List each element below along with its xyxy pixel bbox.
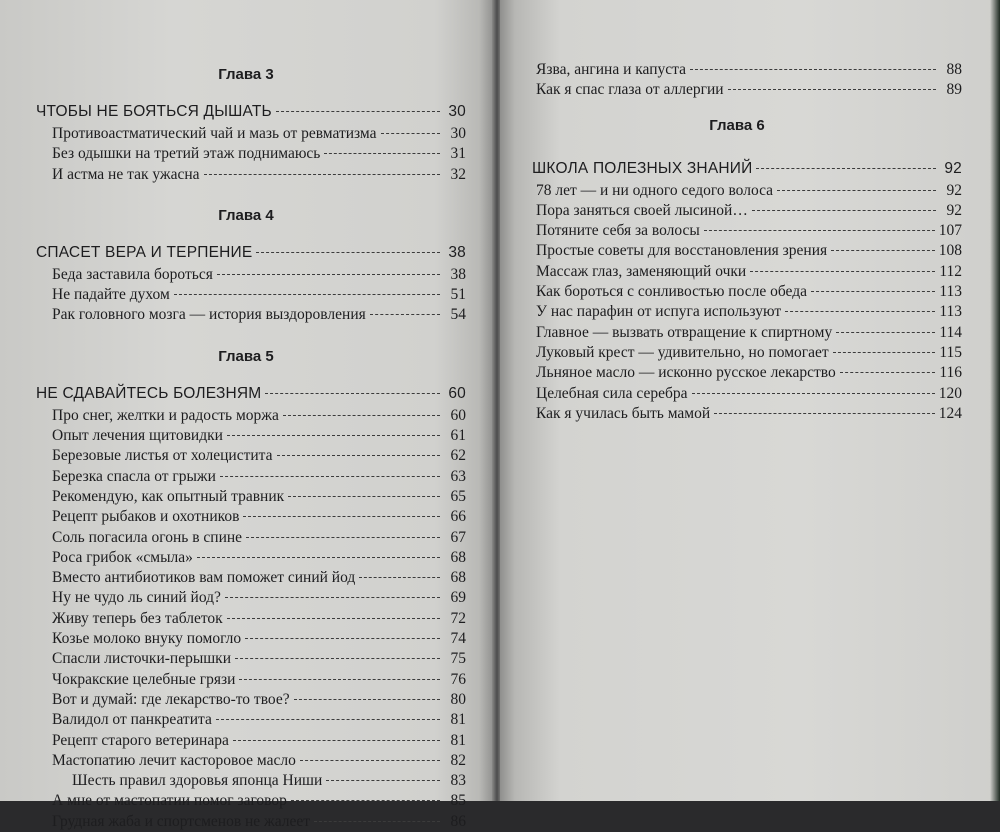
toc-leader-dots bbox=[276, 111, 440, 112]
toc-page-number: 72 bbox=[450, 609, 466, 627]
toc-entry bbox=[532, 201, 962, 221]
toc-entry bbox=[36, 548, 466, 568]
toc-page-number: 66 bbox=[450, 508, 466, 526]
toc-section bbox=[532, 157, 1000, 425]
toc-entry-title: Противоастматический чай и мазь от ревматизма bbox=[52, 125, 377, 142]
toc-section-entry bbox=[36, 241, 466, 265]
toc-page-number: 83 bbox=[450, 772, 466, 790]
toc-page-number: 120 bbox=[938, 384, 962, 402]
toc-page-number: 54 bbox=[450, 306, 466, 324]
toc-leader-dots bbox=[233, 740, 440, 741]
toc-page-number: 86 bbox=[450, 812, 466, 830]
toc-leader-dots bbox=[174, 294, 440, 295]
toc-page-number: 30 bbox=[450, 125, 466, 142]
toc-leader-dots bbox=[227, 435, 440, 436]
toc-page-number: 68 bbox=[450, 569, 466, 587]
toc-page-number: 116 bbox=[939, 364, 962, 382]
toc-entry-title: И астма не так ужасна bbox=[52, 165, 200, 183]
toc-entry bbox=[36, 771, 466, 791]
toc-leader-dots bbox=[197, 557, 440, 558]
toc-page-number: 92 bbox=[946, 181, 962, 199]
toc-entry-title: СПАСЕТ ВЕРА И ТЕРПЕНИЕ bbox=[36, 243, 253, 261]
toc-page-number: 69 bbox=[450, 589, 466, 607]
toc-entry bbox=[36, 588, 466, 608]
toc-entry bbox=[36, 124, 466, 144]
toc-leader-dots bbox=[326, 780, 440, 781]
toc-entry bbox=[532, 282, 962, 302]
toc-entry-title: Как я спас глаза от аллергии bbox=[536, 81, 724, 99]
toc-section-entry bbox=[36, 382, 466, 406]
toc-entry-title: Спасли листочки-перышки bbox=[52, 650, 232, 668]
toc-entry bbox=[36, 629, 466, 649]
toc-section bbox=[36, 382, 494, 832]
chapter-heading: Глава 4 bbox=[218, 206, 274, 224]
toc-entry-title: Пора заняться своей лысиной… bbox=[536, 201, 748, 219]
toc-page-number: 114 bbox=[939, 323, 962, 341]
toc-page-number: 75 bbox=[450, 650, 466, 668]
toc-entry bbox=[532, 241, 962, 261]
toc-entry bbox=[36, 710, 466, 730]
toc-page-number: 30 bbox=[448, 103, 466, 120]
toc-entry bbox=[36, 487, 466, 507]
chapter-heading: Глава 3 bbox=[218, 66, 274, 83]
toc-top-entries bbox=[532, 60, 1000, 101]
toc-leader-dots bbox=[216, 719, 440, 720]
toc-entry-title: НЕ СДАВАЙТЕСЬ БОЛЕЗНЯМ bbox=[36, 384, 262, 402]
toc-page-number: 38 bbox=[450, 265, 466, 283]
toc-section bbox=[36, 241, 494, 326]
toc-page-number: 107 bbox=[938, 222, 962, 240]
toc-leader-dots bbox=[692, 393, 935, 394]
toc-entry bbox=[36, 467, 466, 487]
toc-entry bbox=[36, 690, 466, 710]
toc-entry-title: Соль погасила огонь в спине bbox=[52, 528, 243, 546]
toc-page-number: 92 bbox=[946, 201, 962, 219]
toc-page-number: 89 bbox=[946, 81, 962, 99]
toc-page-number: 51 bbox=[450, 286, 466, 304]
toc-entry-title: Роса грибок «смыла» bbox=[52, 548, 193, 566]
toc-leader-dots bbox=[756, 168, 936, 169]
toc-entry bbox=[36, 791, 466, 811]
toc-leader-dots bbox=[777, 190, 936, 191]
toc-entry bbox=[532, 404, 962, 424]
toc-entry-title: Язва, ангина и капуста bbox=[536, 61, 686, 78]
toc-leader-dots bbox=[324, 153, 440, 154]
toc-leader-dots bbox=[750, 271, 935, 272]
toc-page-number: 108 bbox=[938, 242, 962, 260]
toc-leader-dots bbox=[359, 577, 440, 578]
toc-entry-title: Вместо антибиотиков вам поможет синий йод bbox=[52, 569, 356, 587]
toc-entry bbox=[36, 670, 466, 690]
toc-entry-title: Грудная жаба и спортсменов не жалеет bbox=[52, 812, 311, 830]
toc-leader-dots bbox=[836, 332, 935, 333]
toc-leader-dots bbox=[245, 638, 440, 639]
toc-page-number: 38 bbox=[448, 243, 466, 261]
toc-entry-title: Березка спасла от грыжи bbox=[52, 467, 216, 485]
toc-leader-dots bbox=[217, 274, 440, 275]
toc-entry-title: Березовые листья от холецистита bbox=[52, 447, 273, 465]
toc-entry bbox=[36, 265, 466, 285]
toc-page-number: 80 bbox=[450, 690, 466, 708]
toc-leader-dots bbox=[288, 496, 440, 497]
chapter-heading: Глава 6 bbox=[709, 116, 765, 134]
toc-page-number: 81 bbox=[450, 711, 466, 729]
toc-leader-dots bbox=[300, 760, 440, 761]
toc-entry bbox=[36, 426, 466, 446]
toc-entry-title: Валидол от панкреатита bbox=[52, 711, 212, 729]
chapter-heading: Глава 5 bbox=[218, 347, 274, 365]
toc-leader-dots bbox=[831, 250, 935, 251]
toc-entry bbox=[36, 568, 466, 588]
toc-leader-dots bbox=[227, 618, 440, 619]
toc-entry-title: Как я училась быть мамой bbox=[536, 404, 711, 422]
toc-leader-dots bbox=[728, 89, 936, 90]
toc-entry bbox=[532, 323, 962, 343]
toc-leader-dots bbox=[283, 415, 440, 416]
toc-entry-title: Шесть правил здоровья японца Ниши bbox=[72, 772, 323, 790]
toc-entry bbox=[36, 528, 466, 548]
toc-entry bbox=[36, 751, 466, 771]
toc-entry-title: Массаж глаз, заменяющий очки bbox=[536, 262, 747, 280]
toc-page-number: 88 bbox=[946, 61, 962, 78]
toc-entry bbox=[532, 221, 962, 241]
toc-entry bbox=[532, 363, 962, 383]
toc-leader-dots bbox=[381, 133, 440, 134]
toc-entry-title: Рецепт старого ветеринара bbox=[52, 731, 229, 749]
toc-entry-title: Без одышки на третий этаж поднимаюсь bbox=[52, 145, 321, 163]
toc-page-number: 67 bbox=[450, 528, 466, 546]
toc-page-number: 85 bbox=[450, 792, 466, 810]
toc-entry-title: Ну не чудо ль синий йод? bbox=[52, 589, 221, 607]
toc-leader-dots bbox=[811, 291, 935, 292]
toc-entry bbox=[36, 649, 466, 669]
toc-leader-dots bbox=[220, 476, 440, 477]
toc-entry bbox=[36, 446, 466, 466]
toc-leader-dots bbox=[243, 516, 440, 517]
toc-entry bbox=[36, 609, 466, 629]
toc-entry-title: Про снег, желтки и радость моржа bbox=[52, 406, 279, 424]
toc-page-number: 82 bbox=[450, 751, 466, 769]
toc-entry-title: Козье молоко внуку помогло bbox=[52, 630, 242, 648]
toc-page-number: 76 bbox=[450, 670, 466, 688]
toc-entry-title: Рак головного мозга — история выздоровления bbox=[52, 306, 366, 324]
toc-page-number: 113 bbox=[939, 303, 962, 321]
toc-entry-title: Чокракские целебные грязи bbox=[52, 670, 236, 688]
toc-leader-dots bbox=[785, 311, 935, 312]
toc-entry bbox=[36, 812, 466, 832]
toc-page-number: 32 bbox=[450, 165, 466, 183]
toc-leader-dots bbox=[239, 679, 440, 680]
toc-leader-dots bbox=[225, 597, 440, 598]
toc-leader-dots bbox=[690, 69, 936, 70]
toc-entry-title: Рецепт рыбаков и охотников bbox=[52, 508, 240, 526]
toc-leader-dots bbox=[714, 413, 935, 414]
toc-page-number: 74 bbox=[450, 630, 466, 648]
toc-leader-dots bbox=[256, 252, 440, 253]
toc-entry-title: Целебная сила серебра bbox=[536, 384, 688, 402]
toc-entry bbox=[36, 165, 466, 185]
toc-page-number: 60 bbox=[450, 406, 466, 424]
toc-section bbox=[36, 100, 494, 185]
toc-page-number: 62 bbox=[450, 447, 466, 465]
toc-entry bbox=[36, 285, 466, 305]
toc-entry bbox=[36, 731, 466, 751]
toc-entry bbox=[532, 262, 962, 282]
toc-entry bbox=[532, 60, 962, 80]
toc-page-number: 81 bbox=[450, 731, 466, 749]
toc-entry-title: Мастопатию лечит касторовое масло bbox=[52, 751, 296, 769]
toc-page-number: 65 bbox=[450, 487, 466, 505]
toc-entry-title: У нас парафин от испуга используют bbox=[536, 303, 782, 321]
toc-leader-dots bbox=[265, 393, 440, 394]
toc-leader-dots bbox=[840, 372, 936, 373]
toc-page-number: 60 bbox=[448, 384, 466, 402]
toc-page-number: 61 bbox=[450, 427, 466, 445]
toc-leader-dots bbox=[370, 314, 440, 315]
toc-entry bbox=[36, 507, 466, 527]
toc-page-number: 63 bbox=[450, 467, 466, 485]
toc-section-entry bbox=[36, 100, 466, 124]
toc-page-number: 112 bbox=[939, 262, 962, 280]
toc-page-number: 113 bbox=[939, 283, 962, 301]
toc-entry-title: Луковый крест — удивительно, но помогает bbox=[536, 343, 829, 361]
toc-entry bbox=[36, 305, 466, 325]
toc-entry bbox=[532, 80, 962, 100]
toc-entry-title: Опыт лечения щитовидки bbox=[52, 427, 223, 445]
toc-entry-title: Простые советы для восстановления зрения bbox=[536, 242, 828, 260]
toc-entry-title: ШКОЛА ПОЛЕЗНЫХ ЗНАНИЙ bbox=[532, 159, 753, 177]
toc-leader-dots bbox=[277, 455, 440, 456]
toc-entry-title: А мне от мастопатии помог заговор bbox=[52, 792, 287, 810]
toc-entry-title: ЧТОБЫ НЕ БОЯТЬСЯ ДЫШАТЬ bbox=[36, 103, 272, 120]
toc-leader-dots bbox=[235, 658, 440, 659]
toc-entry-title: 78 лет — и ни одного седого волоса bbox=[536, 181, 774, 199]
toc-leader-dots bbox=[704, 230, 935, 231]
page-edge bbox=[990, 0, 1000, 801]
toc-page-number: 115 bbox=[939, 343, 962, 361]
toc-entry-title: Живу теперь без таблеток bbox=[52, 609, 223, 627]
toc-leader-dots bbox=[752, 210, 936, 211]
toc-leader-dots bbox=[204, 174, 440, 175]
toc-entry-title: Рекомендую, как опытный травник bbox=[52, 487, 285, 505]
toc-entry-title: Беда заставила бороться bbox=[52, 265, 213, 283]
toc-entry-title: Главное — вызвать отвращение к спиртному bbox=[536, 323, 833, 341]
toc-page-number: 92 bbox=[944, 159, 962, 177]
toc-leader-dots bbox=[314, 821, 440, 822]
toc-page-number: 124 bbox=[938, 404, 962, 422]
toc-entry bbox=[532, 384, 962, 404]
toc-section-entry bbox=[532, 157, 962, 181]
toc-entry bbox=[36, 144, 466, 164]
toc-entry bbox=[532, 343, 962, 363]
toc-entry-title: Льняное масло — исконно русское лекарство bbox=[536, 364, 836, 382]
left-page bbox=[0, 0, 494, 830]
toc-entry-title: Как бороться с сонливостью после обеда bbox=[536, 283, 807, 301]
toc-page-number: 68 bbox=[450, 548, 466, 566]
toc-entry-title: Вот и думай: где лекарство-то твое? bbox=[52, 690, 290, 708]
toc-entry bbox=[532, 181, 962, 201]
toc-leader-dots bbox=[294, 699, 440, 700]
toc-leader-dots bbox=[246, 537, 440, 538]
toc-page-number: 31 bbox=[450, 145, 466, 163]
toc-entry-title: Не падайте духом bbox=[52, 286, 170, 304]
toc-leader-dots bbox=[833, 352, 936, 353]
right-page bbox=[500, 0, 1000, 801]
toc-entry bbox=[532, 302, 962, 322]
toc-entry bbox=[36, 406, 466, 426]
toc-entry-title: Потяните себя за волосы bbox=[536, 222, 700, 240]
